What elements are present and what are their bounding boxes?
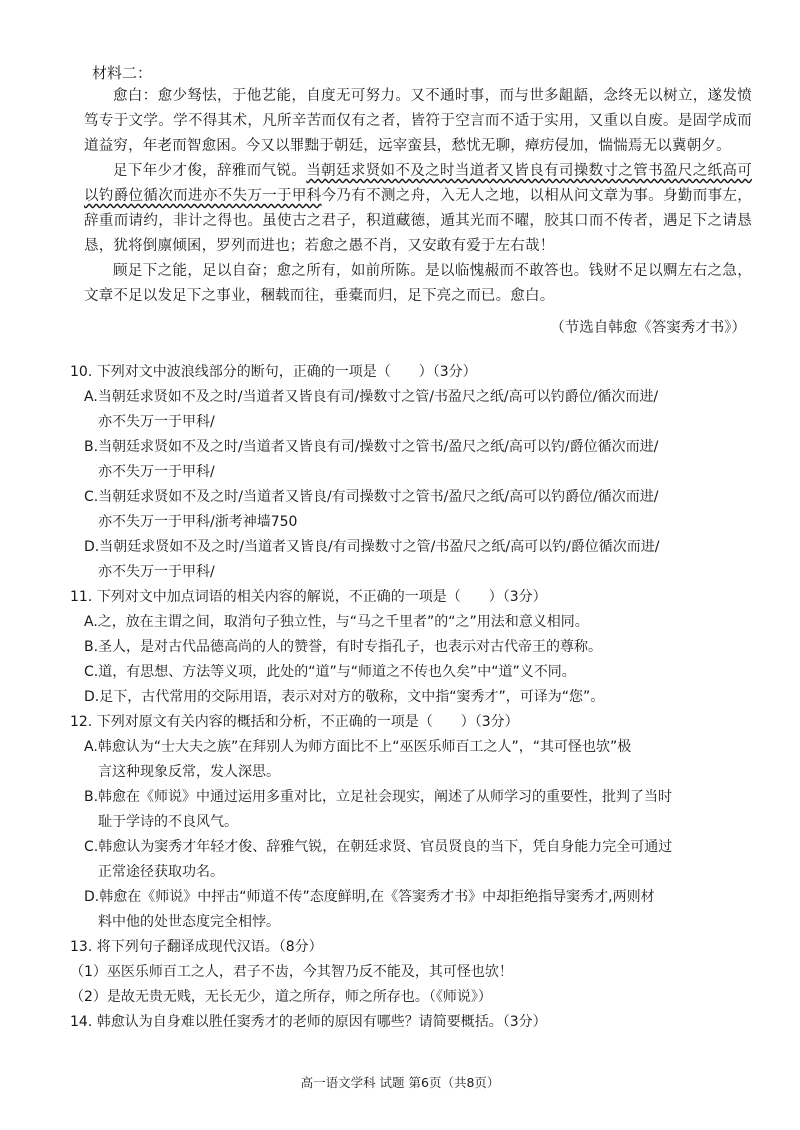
question-12-option-b	[70, 785, 766, 835]
question-11-option-b: B.圣人，是对古代品德高尚的人的赞誉，有时专指孔子，也表示对古代帝王的尊称。	[84, 639, 603, 655]
option-line: 正常途径获取功名。	[98, 864, 224, 880]
question-11-option-d: D.足下，古代常用的交际用语，表示对对方的敬称，文中指“窦秀才”，可译为“您”。	[84, 689, 605, 705]
wavy-underlined-passage: 当朝廷求贤如不及之时当道者又皆良有司操数寸之管书盈尺之纸高可以钓爵位循次而进亦不失万一于甲科	[84, 163, 752, 204]
option-line: D.当朝廷求贤如不及之时/当道者又皆良/有司操数寸之管/书盈尺之纸/高可以钓/爵位循次而进/	[84, 539, 660, 555]
material-paragraph-3: 顾足下之能，足以自奋；愈之所有，如前所陈。是以临愧赧而不敢答也。钱财不足以赒左右之急，文章不足以发足下之事业，稇载而往，垂橐而归，足下亮之而已。愈白。	[84, 263, 752, 304]
question-10	[70, 360, 766, 585]
option-line: 耻于学诗的不良风气。	[98, 814, 238, 830]
question-14-stem: 14. 韩愈认为自身难以胜任窦秀才的老师的原因有哪些？请简要概括。（3分）	[70, 1014, 547, 1030]
option-line: B.韩愈在《师说》中通过运用多重对比，立足社会现实，阐述了从师学习的重要性，批判了当时	[84, 789, 673, 805]
option-line: 亦不失万一于甲科/	[98, 464, 215, 480]
question-14	[70, 1010, 766, 1035]
option-line: D.韩愈在《师说》中抨击“师道不传”态度鲜明,在《答窦秀才书》中却拒绝指导窦秀才,两则材	[84, 889, 655, 905]
question-10-option-d	[70, 535, 766, 585]
paragraph-2-lead: 足下年少才俊，辞雅而气锐。	[113, 163, 307, 179]
option-line: B.当朝廷求贤如不及之时/当道者又皆良有司/操数寸之管书/盈尺之纸/高可以钓/爵位循次而进/	[84, 439, 659, 455]
paragraph-2-rest: 今乃有不测之舟，入无人之地，以相从问文章为事。身勤而事左，辞重而请约，非计之得也。虽使古之君子，积道藏德，遁其光而不曜，胶其口而不传者，遇足下之请恳恳，犹将倒廪倾囷，罗列而进也；若愈之愚不肖，又安敢有爱于左右哉！	[84, 188, 752, 254]
question-13-stem: 13. 将下列句子翻译成现代汉语。（8分）	[70, 939, 323, 955]
option-line: A.当朝廷求贤如不及之时/当道者又皆良有司/操数寸之管/书盈尺之纸/高可以钓爵位/循次而进/	[84, 389, 659, 405]
option-line: C.当朝廷求贤如不及之时/当道者又皆良/有司操数寸之管书/盈尺之纸/高可以钓爵位/循次而进/	[84, 489, 659, 505]
reading-material-two	[84, 62, 752, 341]
material-title: 材料二：	[92, 64, 153, 82]
option-line: 言这种现象反常，发人深思。	[98, 764, 280, 780]
option-line: 料中他的处世态度完全相悖。	[98, 914, 280, 930]
question-10-stem: 10. 下列对文中波浪线部分的断句，正确的一项是（ ）（3分）	[70, 364, 477, 380]
option-line: 亦不失万一于甲科/浙考神墙750	[98, 514, 298, 530]
question-12-option-d	[70, 885, 766, 935]
question-11-option-a: A.之，放在主谓之间，取消句子独立性，与“马之千里者”的“之”用法和意义相同。	[84, 614, 589, 630]
question-11-option-c: C.道，有思想、方法等义项，此处的“道”与“师道之不传也久矣”中“道”义不同。	[84, 664, 576, 680]
question-12-option-c	[70, 835, 766, 885]
question-12-option-a	[70, 735, 766, 785]
page-footer: 高一语文学科 试题 第6页（共8页）	[300, 1075, 500, 1090]
question-12-stem: 12. 下列对原文有关内容的概括和分析，不正确的一项是（ ）（3分）	[70, 714, 519, 730]
question-13	[70, 935, 766, 1010]
material-paragraph-2	[84, 159, 752, 259]
question-13-sentence-1: （1）巫医乐师百工之人，君子不齿，今其智乃反不能及，其可怪也欤！	[70, 964, 513, 980]
option-line: A.韩愈认为“士大夫之族”在拜别人为师方面比不上“巫医乐师百工之人”，“其可怪也欤”极	[84, 739, 632, 755]
material-source: （节选自韩愈《答窦秀才书》）	[550, 320, 746, 336]
question-10-option-a	[70, 385, 766, 435]
option-line: 亦不失万一于甲科/	[98, 414, 215, 430]
question-12	[70, 710, 766, 935]
option-line: C.韩愈认为窦秀才年轻才俊、辞雅气锐，在朝廷求贤、官员贤良的当下，凭自身能力完全可通过	[84, 839, 673, 855]
option-line: 亦不失万一于甲科/	[98, 564, 215, 580]
question-13-sentence-2: （2）是故无贵无贱，无长无少，道之所存，师之所存也。（《师说》）	[70, 989, 492, 1005]
question-11	[70, 585, 766, 710]
question-list	[70, 360, 766, 1035]
question-10-option-b	[70, 435, 766, 485]
question-11-stem: 11. 下列对文中加点词语的相关内容的解说，不正确的一项是（ ）（3分）	[70, 589, 547, 605]
question-10-option-c	[70, 485, 766, 535]
material-paragraph-1: 愈白：愈少驽怯，于他艺能，自度无可努力。又不通时事，而与世多龃龉，念终无以树立，遂发愤笃专于文学。学不得其术，凡所辛苦而仅有之者，皆符于空言而不适于实用，又重以自废。是固学成而道益穷，年老而智愈困。今又以罪黜于朝廷，远宰蛮县，愁忧无聊，瘴疠侵加，惴惴焉无以冀朝夕。	[84, 88, 752, 154]
